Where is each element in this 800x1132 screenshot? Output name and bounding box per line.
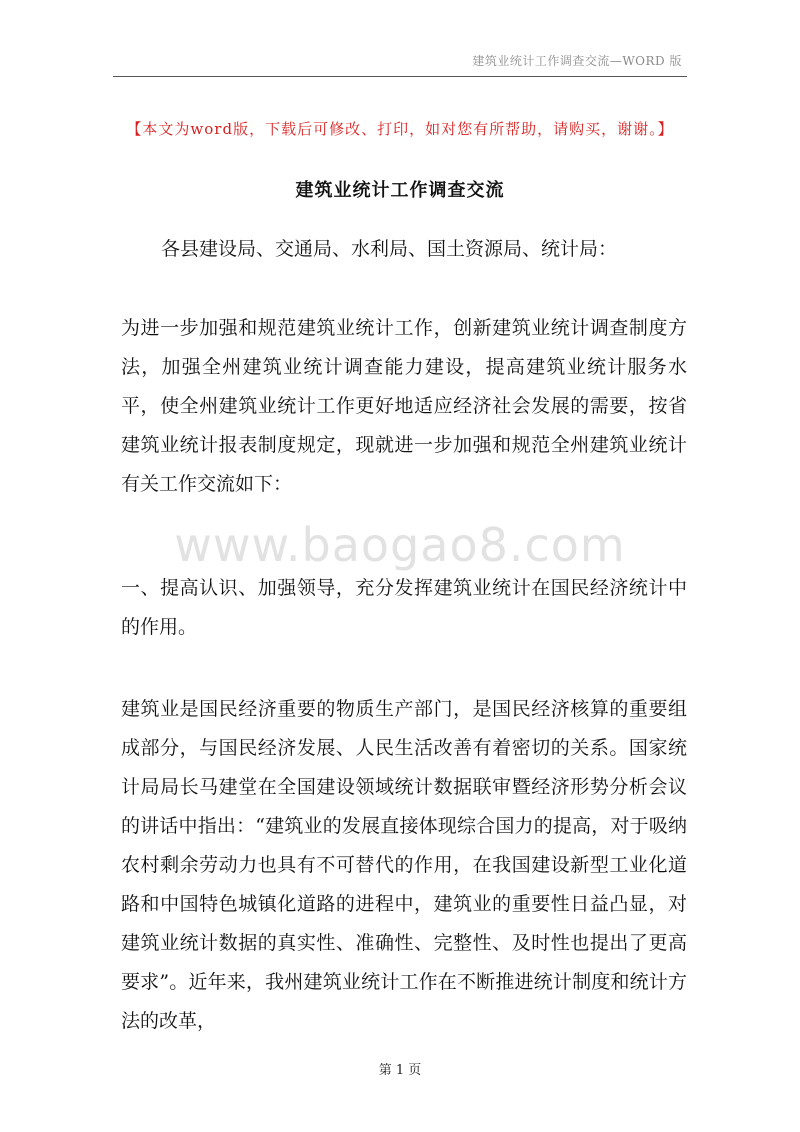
document-title: 建筑业统计工作调查交流 [295,180,505,201]
watermark-text: www.baogao8.com [174,518,626,572]
salutation-paragraph: 各县建设局、交通局、水利局、国土资源局、统计局： [161,238,618,260]
body-paragraph: 建筑业是国民经济重要的物质生产部门，是国民经济核算的重要组成部分，与国民经济发展、人民生活改善有着密切的关系。国家统计局局长马建堂在全国建设领域统计数据联审暨经济形势分析会议的讲话中指出：“建筑业的发展直接体现综合国力的提高，对于吸纳农村剩余劳动力也具有不可替代的作用，在我国建设新型工业化道路和中国特色城镇化道路的进程中，建筑业的重要性日益凸显，对建筑业统计数据的真实性、准确性、完整性、及时性也提出了更高要求”。近年来，我州建筑业统计工作在不断推进统计制度和统计方法的改革， [121,698,687,1032]
intro-paragraph: 为进一步加强和规范建筑业统计工作，创新建筑业统计调查制度方法，加强全州建筑业统计调查能力建设，提高建筑业统计服务水平，使全州建筑业统计工作更好地适应经济社会发展的需要，按省建筑业统计报表制度规定，现就进一步加强和规范全州建筑业统计有关工作交流如下： [121,317,687,495]
section-heading: 一、提高认识、加强领导，充分发挥建筑业统计在国民经济统计中的作用。 [121,577,687,638]
running-header: 建筑业统计工作调查交流—WORD 版 [472,54,682,68]
header-divider [113,76,687,77]
download-notice: 【本文为word版，下载后可修改、打印，如对您有所帮助，请购买，谢谢。】 [126,120,674,138]
page-number: 第 1 页 [378,1063,422,1078]
